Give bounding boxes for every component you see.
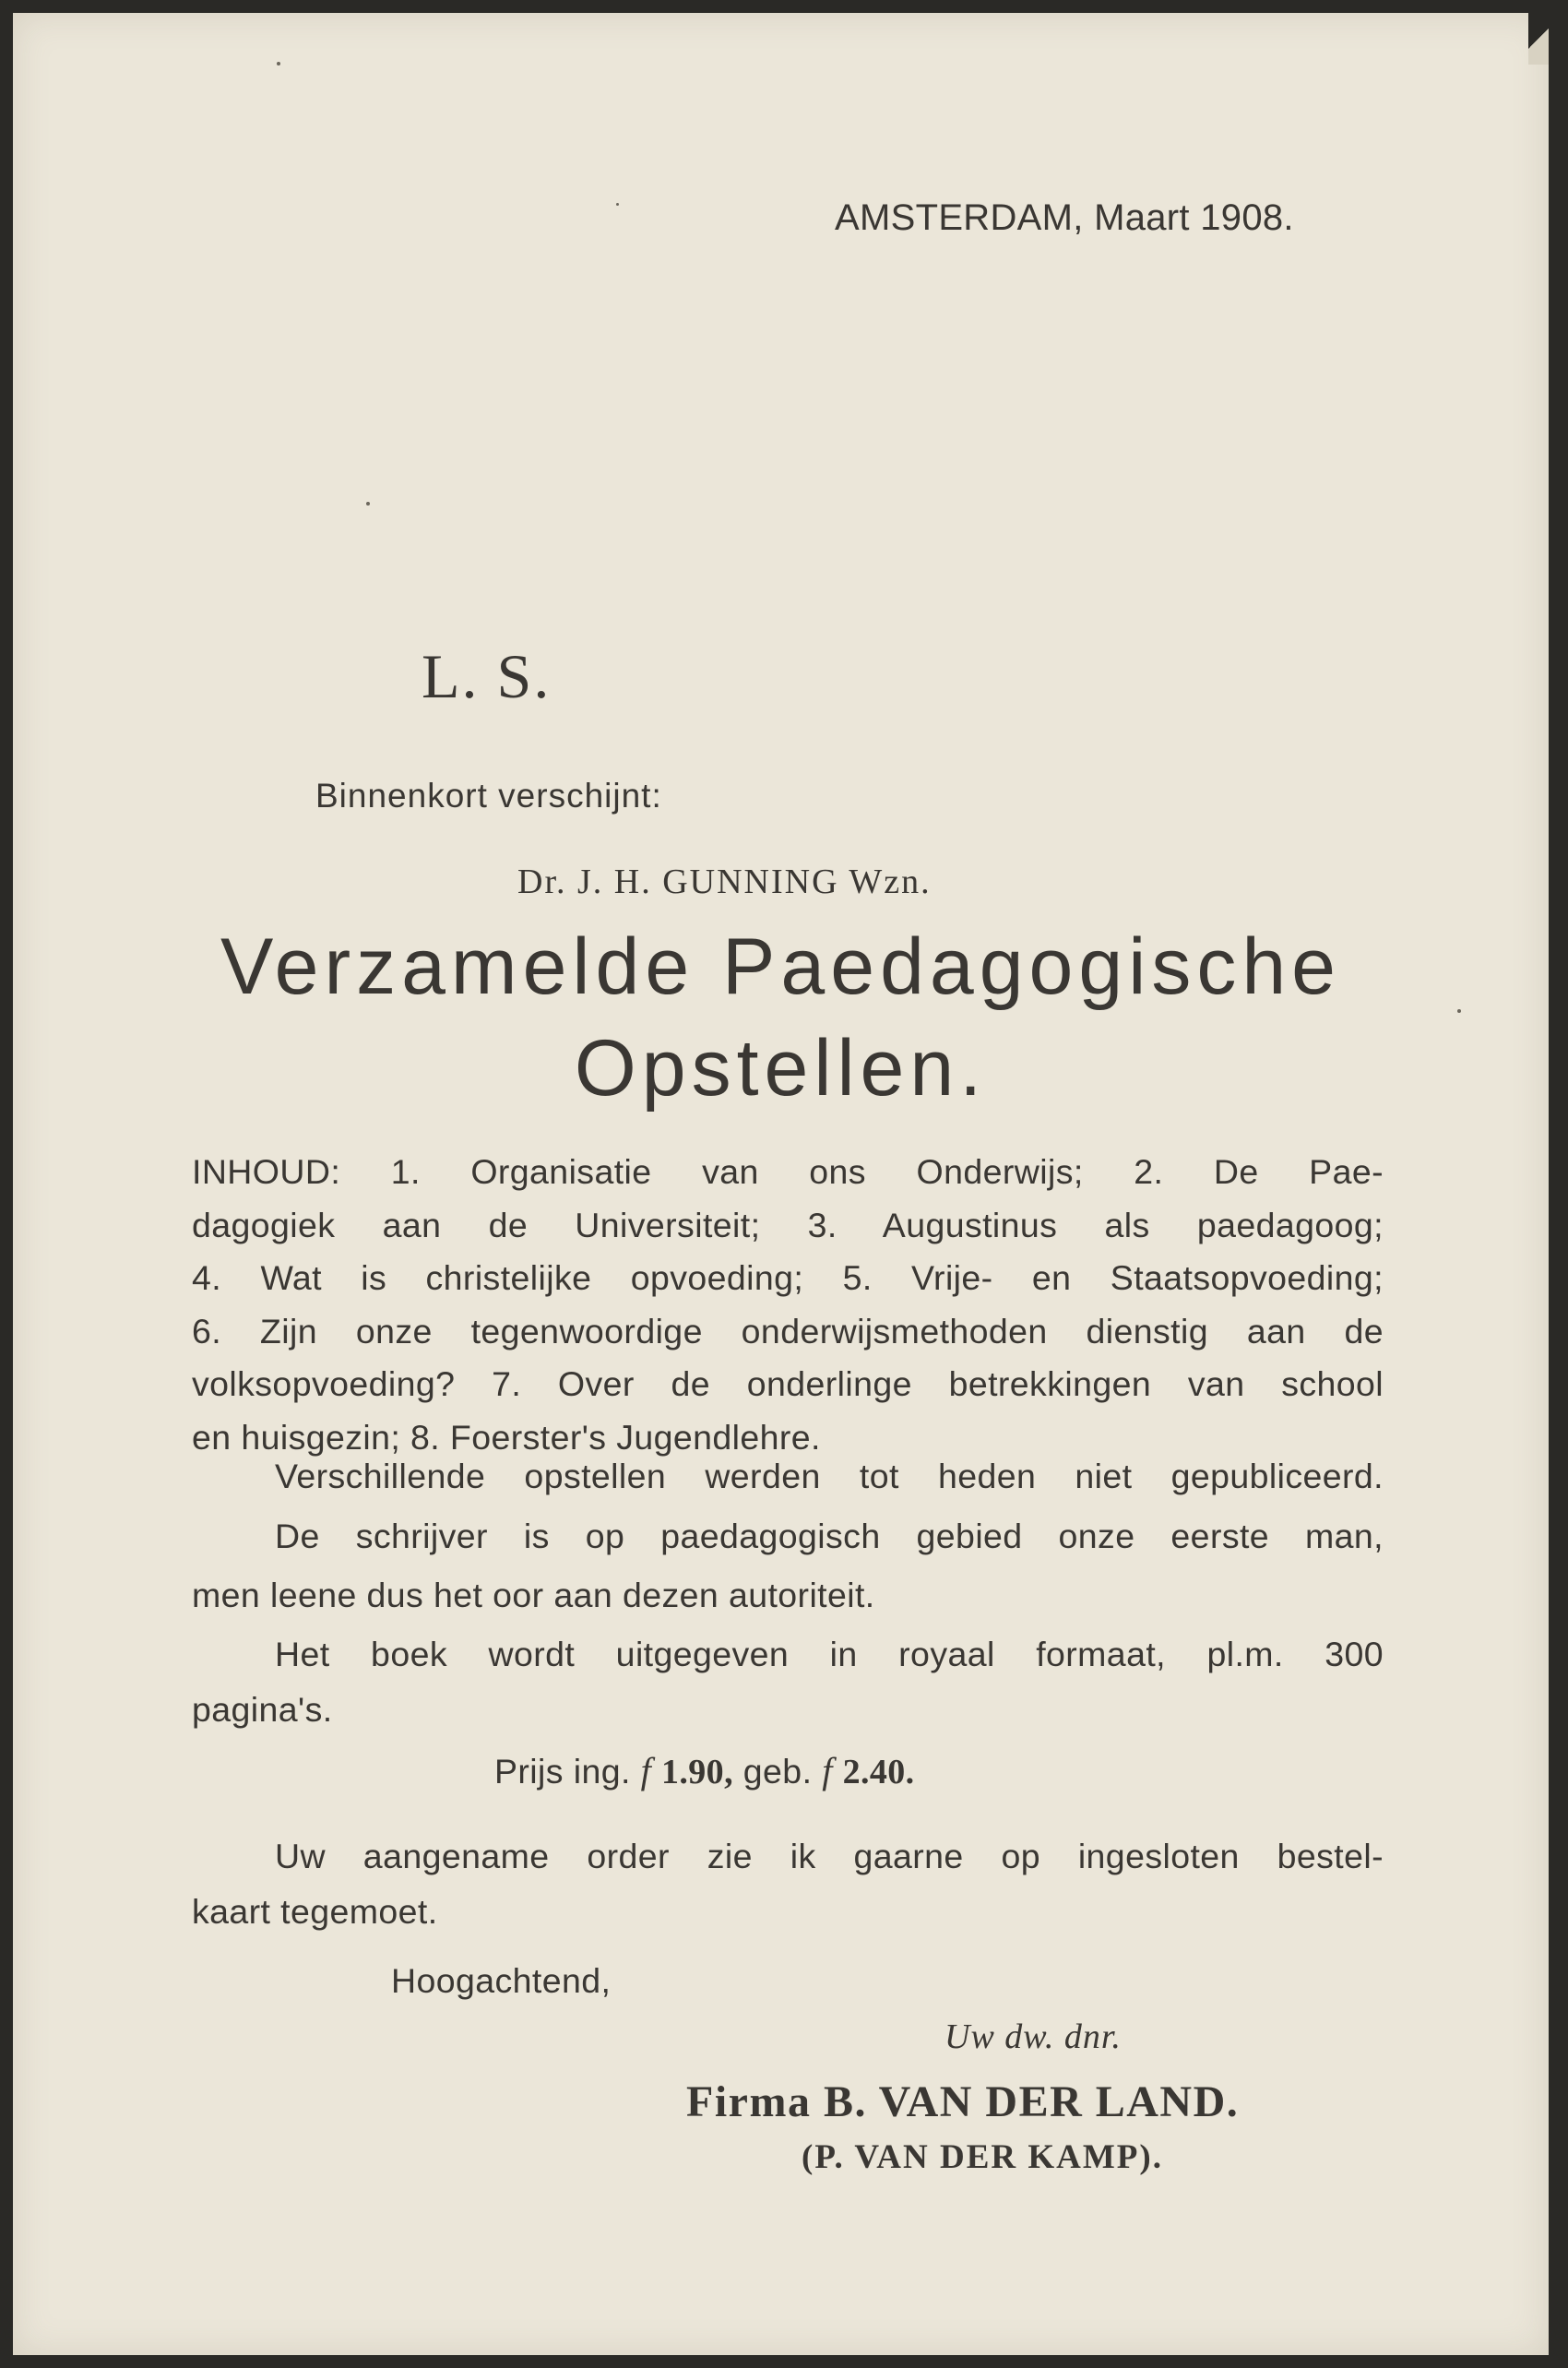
book-title-line-1: Verzamelde Paedagogische	[220, 922, 1341, 1011]
contents-line: INHOUD: 1. Organisatie van ons Onderwijs; 2. De Pae-	[192, 1152, 1384, 1191]
place-date: AMSTERDAM, Maart 1908.	[835, 197, 1294, 238]
contents-line: dagogiek aan de Universiteit; 3. Augustinus als paedagoog;	[192, 1205, 1384, 1244]
price-line	[494, 1749, 915, 1792]
contents-line: volksopvoeding? 7. Over de onderlinge betrekkingen van school	[192, 1364, 1384, 1403]
page-corner-fold	[1528, 13, 1549, 65]
order-line-1: Uw aangename order zie ik gaarne op ingesloten bestel-	[275, 1837, 1384, 1875]
author-praise-line-1: De schrijver is op paedagogisch gebied onze eerste man,	[275, 1517, 1384, 1555]
price-bound: 2.40.	[842, 1753, 915, 1791]
contents-line: en huisgezin; 8. Foerster's Jugendlehre.	[192, 1417, 821, 1457]
paper-speck	[1457, 1009, 1461, 1013]
unpublished-note: Verschillende opstellen werden tot heden niet gepubliceerd.	[275, 1457, 1384, 1495]
contents-paragraph	[192, 1146, 1384, 1464]
price-paperback: 1.90,	[660, 1753, 733, 1791]
salutation: L. S.	[422, 641, 552, 711]
price-middle: geb.	[742, 1752, 813, 1791]
format-line-2: pagina's.	[192, 1690, 333, 1729]
firm-name: Firma B. VAN DER LAND.	[686, 2077, 1240, 2126]
book-title-line-2: Opstellen.	[574, 1024, 988, 1113]
contents-line: 4. Wat is christelijke opvoeding; 5. Vrije- en Staatsopvoeding;	[192, 1258, 1384, 1297]
price-prefix: Prijs ing.	[494, 1752, 631, 1791]
contents-line: 6. Zijn onze tegenwoordige onderwijsmethoden dienstig aan de	[192, 1311, 1384, 1351]
signoff: Uw dw. dnr.	[944, 2017, 1122, 2056]
firm-subname: (P. VAN DER KAMP).	[802, 2138, 1163, 2176]
order-line-2: kaart tegemoet.	[192, 1892, 438, 1931]
author-praise-line-2: men leene dus het oor aan dezen autoriteit.	[192, 1576, 875, 1614]
closing: Hoogachtend,	[391, 1961, 612, 2000]
format-line-1: Het boek wordt uitgegeven in royaal formaat, pl.m. 300	[275, 1635, 1384, 1673]
paper-speck	[616, 203, 619, 206]
guilder-sign: f	[822, 1750, 833, 1791]
guilder-sign: f	[640, 1750, 652, 1791]
paper-speck	[277, 62, 280, 65]
announcement: Binnenkort verschijnt:	[315, 777, 662, 815]
paper-speck	[366, 502, 370, 506]
author-name: Dr. J. H. GUNNING Wzn.	[517, 863, 932, 901]
document-page	[13, 13, 1549, 2355]
